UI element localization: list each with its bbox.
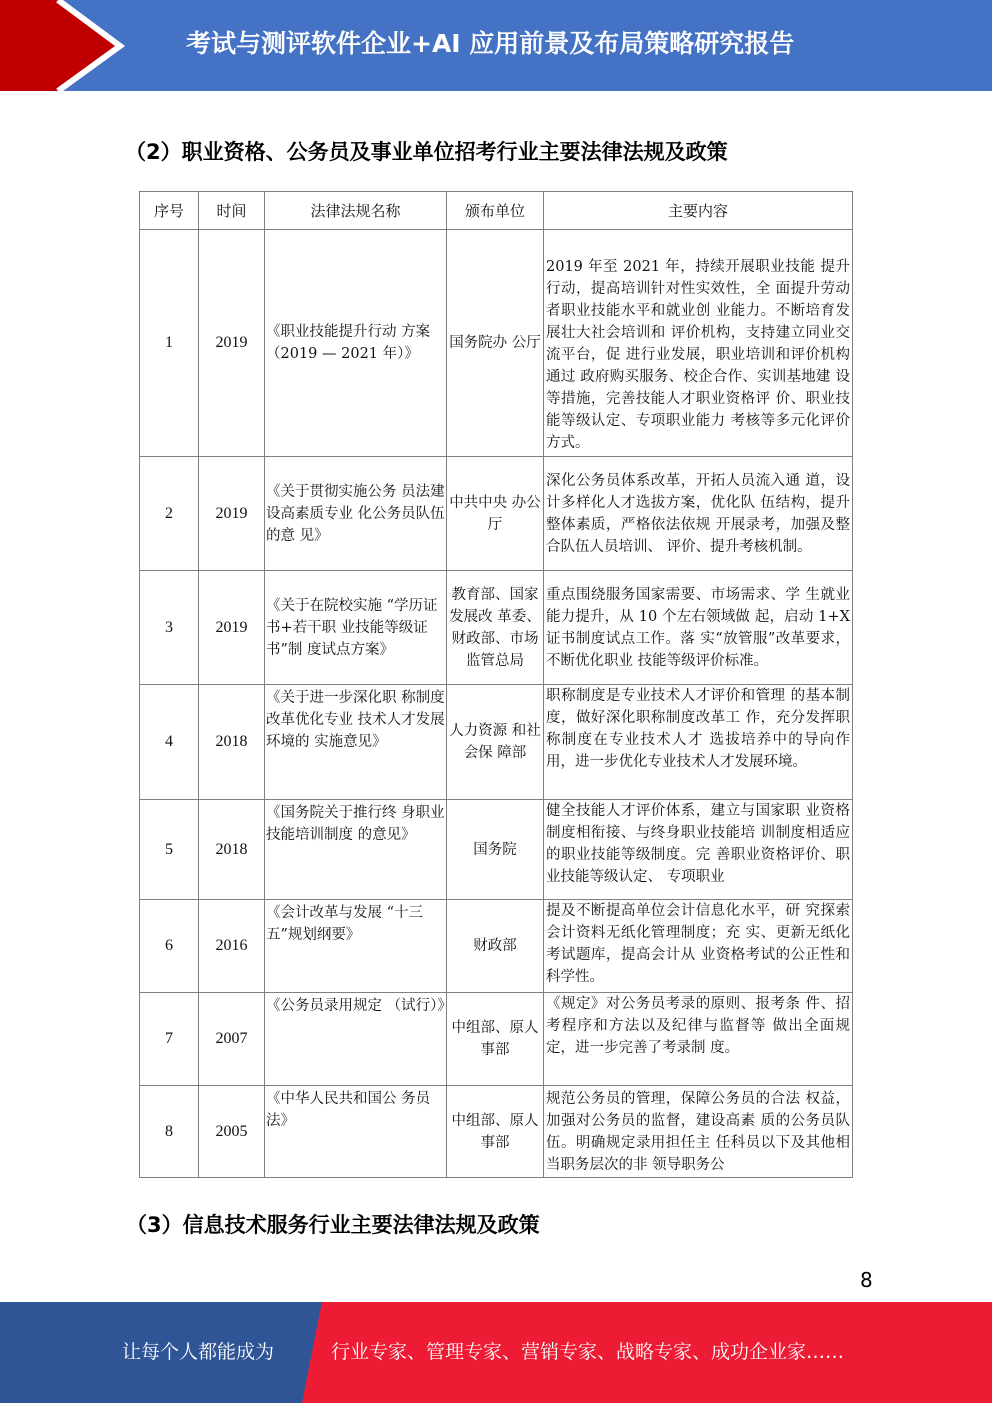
footer-slogan-right: 行业专家、管理专家、营销专家、战略专家、成功企业家……: [331, 1341, 845, 1363]
row-year: 2018: [199, 685, 265, 800]
row-issuer: 教育部、国家发展改 革委、财政部、市场监管总局: [447, 571, 544, 685]
row-number: 4: [140, 685, 199, 800]
table-row: [140, 571, 853, 685]
table-row: [140, 900, 853, 993]
row-year: 2019: [199, 457, 265, 571]
column-header-no: 序号: [140, 192, 199, 230]
table-row: [140, 800, 853, 900]
laws-regulations-table: [139, 191, 853, 1178]
row-law-name: 《关于在院校实施 “学历证书+若干职 业技能等级证书”制 度试点方案》: [265, 571, 447, 685]
row-law-name: 《关于进一步深化职 称制度改革优化专业 技术人才发展环境的 实施意见》: [265, 685, 447, 800]
header-banner: [0, 0, 992, 91]
row-law-name: 《国务院关于推行终 身职业技能培训制度 的意见》: [265, 800, 447, 900]
table-row: [140, 1086, 853, 1178]
column-header-issuer: 颁布单位: [447, 192, 544, 230]
row-law-name: 《职业技能提升行动 方案（2019 — 2021 年）》: [265, 230, 447, 457]
row-number: 2: [140, 457, 199, 571]
row-year: 2018: [199, 800, 265, 900]
footer-banner: [0, 1302, 992, 1403]
row-content: 提及不断提高单位会计信息化水平，研 究探索会计资料无纸化管理制度；充 实、更新无纸化考试题库，提高会计从 业资格考试的公正性和科学性。: [544, 900, 853, 993]
column-header-year: 时间: [199, 192, 265, 230]
section-heading-3: （3）信息技术服务行业主要法律法规及政策: [126, 1213, 540, 1237]
row-year: 2005: [199, 1086, 265, 1178]
row-law-name: 《会计改革与发展 “十三五”规划纲要》: [265, 900, 447, 993]
row-number: 6: [140, 900, 199, 993]
row-issuer: 国务院办 公厅: [447, 230, 544, 457]
table-row: [140, 993, 853, 1086]
row-number: 3: [140, 571, 199, 685]
row-law-name: 《关于贯彻实施公务 员法建设高素质专业 化公务员队伍的意 见》: [265, 457, 447, 571]
row-law-name: 《公务员录用规定 （试行）》: [265, 993, 447, 1086]
row-content: 职称制度是专业技术人才评价和管理 的基本制度，做好深化职称制度改革工 作，充分发挥职称制度在专业技术人才 选拔培养中的导向作用，进一步优化专业技术人才发展环境。: [544, 685, 853, 800]
row-year: 2019: [199, 571, 265, 685]
footer-slogan-left: 让每个人都能成为: [122, 1341, 275, 1363]
row-year: 2016: [199, 900, 265, 993]
row-issuer: 中组部、原人事部: [447, 993, 544, 1086]
report-title: 考试与测评软件企业+AI 应用前景及布局策略研究报告: [186, 29, 795, 58]
row-content: 深化公务员体系改革，开拓人员流入通 道，设计多样化人才选拔方案，优化队 伍结构，提升整体素质，严格依法依规 开展录考，加强及整合队伍人员培训、 评价、提升考核机制。: [544, 457, 853, 571]
page-number: 8: [860, 1268, 873, 1292]
row-issuer: 人力资源 和社会保 障部: [447, 685, 544, 800]
row-number: 5: [140, 800, 199, 900]
row-issuer: 中组部、原人事部: [447, 1086, 544, 1178]
row-content: 重点围绕服务国家需要、市场需求、学 生就业能力提升，从 10 个左右领域做 起，启动 1+X 证书制度试点工作。落 实“放管服”改革要求，不断优化职业 技能等级评价标准。: [544, 571, 853, 685]
section-heading-2: （2）职业资格、公务员及事业单位招考行业主要法律法规及政策: [125, 140, 728, 164]
row-law-name: 《中华人民共和国公 务员法》: [265, 1086, 447, 1178]
table-row: [140, 685, 853, 800]
row-year: 2007: [199, 993, 265, 1086]
row-number: 7: [140, 993, 199, 1086]
table-row: [140, 230, 853, 457]
column-header-name: 法律法规名称: [265, 192, 447, 230]
row-number: 1: [140, 230, 199, 457]
table-row: [140, 457, 853, 571]
row-issuer: 国务院: [447, 800, 544, 900]
row-year: 2019: [199, 230, 265, 457]
table-header-row: [140, 192, 853, 230]
row-content: 2019 年至 2021 年，持续开展职业技能 提升行动，提高培训针对性实效性，全 面提升劳动者职业技能水平和就业创 业能力。不断培育发展壮大社会培训和 评价机构，支持建立同业交流平台，促 进行业发展，职业培训和评价机构通过 政府购买服务、校企合作、实训基地建 设等措施，完善技能人才职业资格评 价、职业技能等级认定、专项职业能力 考核等多元化评价方式。: [544, 230, 853, 457]
row-content: 健全技能人才评价体系，建立与国家职 业资格制度相衔接、与终身职业技能培 训制度相适应的职业技能等级制度。完 善职业资格评价、职业技能等级认定、 专项职业: [544, 800, 853, 900]
row-content: 《规定》对公务员考录的原则、报考条 件、招考程序和方法以及纪律与监督等 做出全面规定，进一步完善了考录制 度。: [544, 993, 853, 1086]
row-number: 8: [140, 1086, 199, 1178]
column-header-content: 主要内容: [544, 192, 853, 230]
row-issuer: 财政部: [447, 900, 544, 993]
row-issuer: 中共中央 办公厅: [447, 457, 544, 571]
row-content: 规范公务员的管理，保障公务员的合法 权益，加强对公务员的监督，建设高素 质的公务员队伍。明确规定录用担任主 任科员以下及其他相当职务层次的非 领导职务公: [544, 1086, 853, 1178]
